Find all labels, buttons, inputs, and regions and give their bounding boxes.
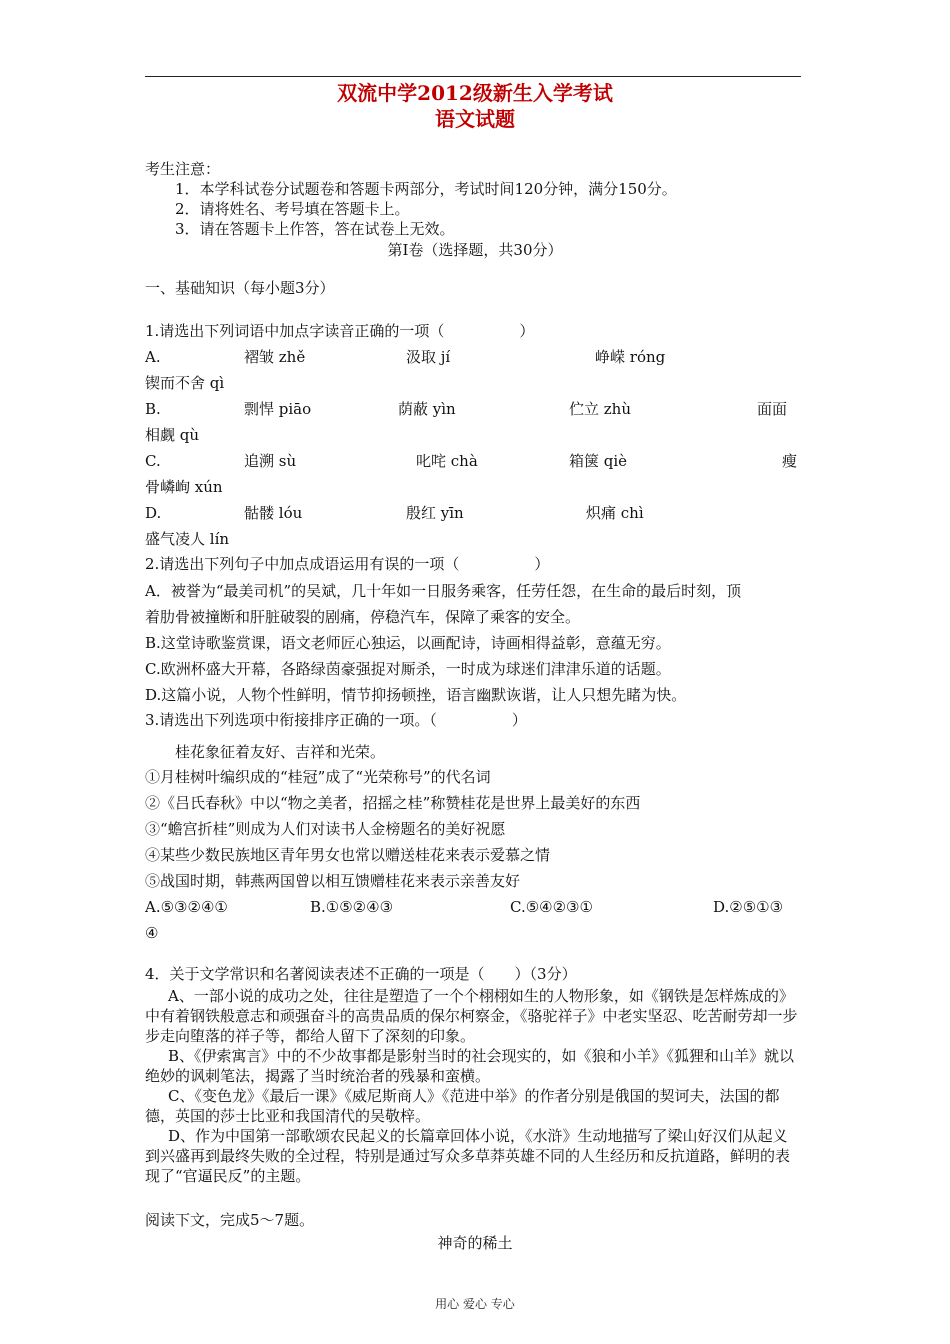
q1-c-item: 叱咤 chà (416, 452, 478, 470)
q1-a-item: 锲而不舍 qì (145, 374, 225, 392)
q3-line: ②《吕氏春秋》中以“物之美者，招摇之桂”称赞桂花是世界上最美好的东西 (145, 794, 641, 812)
exam-subtitle: 语文试题 (435, 107, 515, 131)
q2-line: D.这篇小说，人物个性鲜明，情节抑扬顿挫，语言幽默诙谐，让人只想先睹为快。 (145, 686, 687, 704)
q1-stem: 1.请选出下列词语中加点字读音正确的一项（ ） (145, 322, 535, 340)
q4-option-d: D、作为中国第一部歌颂农民起义的长篇章回体小说，《水浒》生动地描写了梁山好汉们从起义到兴盛再到最终失败的全过程，特别是通过写众多草莽英雄不同的人生经历和反抗道路，鲜明的表现了“官逼民反”的主题。 (145, 1127, 791, 1185)
q1-c-item: 瘦 (782, 452, 798, 470)
notice-heading: 考生注意： (145, 160, 221, 178)
q1-b-item: 相觑 qù (145, 426, 200, 444)
part1-heading: 第Ⅰ卷（选择题，共30分） (387, 241, 563, 259)
q1-d-item: 炽痛 chì (586, 504, 644, 522)
section1-heading: 一、基础知识（每小题3分） (145, 279, 335, 297)
q3-line: ③“蟾宫折桂”则成为人们对读书人金榜题名的美好祝愿 (145, 820, 506, 838)
q1-c-item: 骨嶙峋 xún (145, 478, 223, 496)
q1-a-item: 峥嵘 róng (595, 348, 666, 366)
q3-option: ④ (145, 924, 159, 942)
q1-b-item: 剽悍 piāo (244, 400, 312, 418)
q1-c-label: C. (145, 452, 161, 470)
q1-b-label: B. (145, 400, 161, 418)
q1-d-item: 骷髅 lóu (244, 504, 303, 522)
q3-option: D.②⑤①③ (713, 898, 784, 916)
notice-item: 1．本学科试卷分试题卷和答题卡两部分，考试时间120分钟，满分150分。 (175, 180, 677, 198)
q3-option: A.⑤③②④① (145, 898, 228, 916)
q4-option-b: B、《伊索寓言》中的不少故事都是影射当时的社会现实的，如《狼和小羊》《狐狸和山羊》就以绝妙的讽刺笔法，揭露了当时统治者的残暴和蛮横。 (145, 1047, 795, 1085)
q1-a-item: 汲取 jí (406, 348, 451, 366)
q3-line: ⑤战国时期，韩燕两国曾以相互馈赠桂花来表示亲善友好 (145, 872, 521, 890)
q2-line: B.这堂诗歌鉴赏课，语文老师匠心独运，以画配诗，诗画相得益彰，意蕴无穷。 (145, 634, 671, 652)
notice-item: 2．请将姓名、考号填在答题卡上。 (175, 200, 410, 218)
q1-c-item: 追溯 sù (244, 452, 297, 470)
header-rule (145, 76, 801, 77)
q4-option-a: A、一部小说的成功之处，往往是塑造了一个个栩栩如生的人物形象，如《钢铁是怎样炼成的》中有着钢铁般意志和顽强奋斗的高贵品质的保尔柯察金，《骆驼祥子》中老实坚忍、吃苦耐劳却一步步走向堕落的祥子等，都给人留下了深刻的印象。 (145, 987, 798, 1045)
reading-instruction: 阅读下文，完成5～7题。 (145, 1211, 315, 1229)
q1-c-item: 箱箧 qiè (569, 452, 628, 470)
q3-option: B.①⑤②④③ (310, 898, 394, 916)
page-footer: 用心 爱心 专心 (435, 1297, 515, 1311)
q3-stem: 3.请选出下列选项中衔接排序正确的一项。（ ） (145, 711, 527, 729)
q4-stem: 4．关于文学常识和名著阅读表述不正确的一项是（ ）（3分） (145, 965, 577, 983)
q1-b-item: 伫立 zhù (569, 400, 631, 418)
q1-b-item: 荫蔽 yìn (398, 400, 456, 418)
q4-option-c: C、《变色龙》《最后一课》《威尼斯商人》《范进中举》的作者分别是俄国的契诃夫，法国的都德，英国的莎士比亚和我国清代的吴敬梓。 (145, 1087, 780, 1125)
q3-line: ④某些少数民族地区青年男女也常以赠送桂花来表示爱慕之情 (145, 846, 551, 864)
q3-intro: 桂花象征着友好、吉祥和光荣。 (175, 743, 386, 761)
q2-line: A．被誉为“最美司机”的吴斌，几十年如一日服务乘客，任劳任怨，在生命的最后时刻，顶 (145, 582, 742, 600)
notice-item: 3．请在答题卡上作答，答在试卷上无效。 (175, 220, 455, 238)
q1-d-label: D. (145, 504, 162, 522)
q3-option: C.⑤④②③① (510, 898, 593, 916)
q1-d-item: 殷红 yīn (406, 504, 464, 522)
q2-line: 着肋骨被撞断和肝脏破裂的剧痛，停稳汽车，保障了乘客的安全。 (145, 608, 581, 626)
q2-line: C.欧洲杯盛大开幕，各路绿茵豪强捉对厮杀，一时成为球迷们津津乐道的话题。 (145, 660, 671, 678)
q1-a-item: 褶皱 zhě (244, 348, 306, 366)
q1-a-label: A. (145, 348, 161, 366)
q1-b-item: 面面 (757, 400, 788, 418)
reading-title: 神奇的稀土 (437, 1234, 513, 1252)
q3-line: ①月桂树叶编织成的“桂冠”成了“光荣称号”的代名词 (145, 768, 491, 786)
q1-d-item: 盛气凌人 lín (145, 530, 230, 548)
exam-title: 双流中学2012级新生入学考试 (337, 81, 613, 105)
q2-stem: 2.请选出下列句子中加点成语运用有误的一项（ ） (145, 555, 550, 573)
